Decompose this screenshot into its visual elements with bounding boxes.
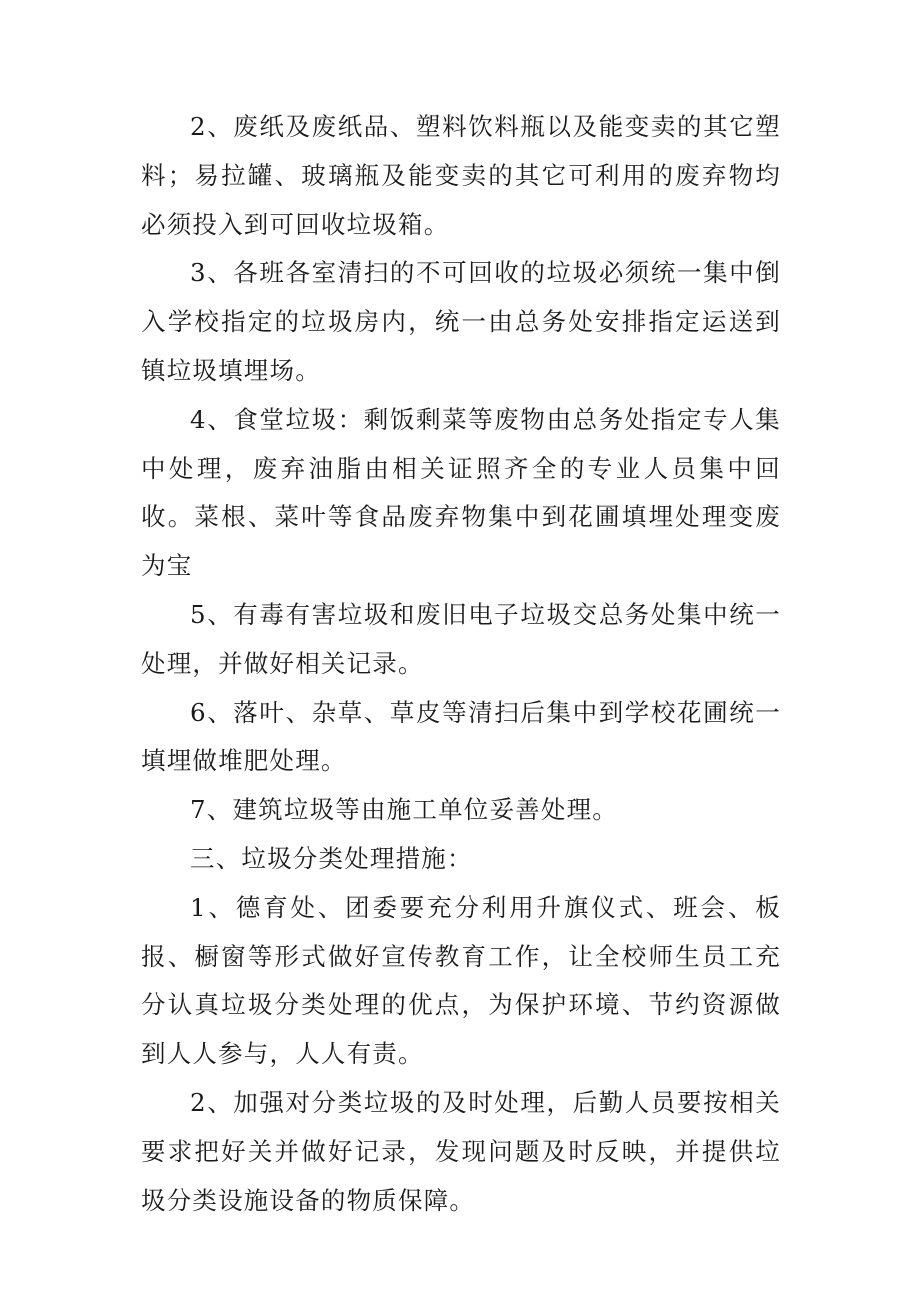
- paragraph-item-6-leaves-grass: 6、落叶、杂草、草皮等清扫后集中到学校花圃统一填埋做堆肥处理。: [141, 697, 781, 776]
- paragraph-measure-2-processing: 2、加强对分类垃圾的及时处理，后勤人员要按相关要求把好关并做好记录，发现问题及时反映，并提供垃圾分类设施设备的物质保障。: [141, 1087, 781, 1215]
- paragraph-item-7-construction-waste: 7、建筑垃圾等由施工单位妥善处理。: [190, 795, 618, 825]
- paragraph-item-5-hazardous-waste: 5、有毒有害垃圾和废旧电子垃圾交总务处集中统一处理，并做好相关记录。: [141, 599, 781, 678]
- document-body: [141, 103, 781, 1225]
- paragraph-measure-1-education: 1、德育处、团委要充分利用升旗仪式、班会、板报、橱窗等形式做好宣传教育工作，让全校师生员工充分认真垃圾分类处理的优点，为保护环境、节约资源做到人人参与，人人有责。: [141, 892, 781, 1069]
- section-heading-measures: 三、垃圾分类处理措施：: [190, 843, 473, 873]
- paragraph-item-3-non-recyclables: 3、各班各室清扫的不可回收的垃圾必须统一集中倒入学校指定的垃圾房内，统一由总务处安排指定运送到镇垃圾填埋场。: [141, 258, 781, 385]
- paragraph-item-2-recyclables: 2、废纸及废纸品、塑料饮料瓶以及能变卖的其它塑料；易拉罐、玻璃瓶及能变卖的其它可利用的废弃物均必须投入到可回收垃圾箱。: [141, 112, 781, 239]
- paragraph-item-4-canteen-waste: 4、食堂垃圾：剩饭剩菜等废物由总务处指定专人集中处理，废弃油脂由相关证照齐全的专业人员集中回收。菜根、菜叶等食品废弃物集中到花圃填埋处理变废为宝: [141, 404, 781, 581]
